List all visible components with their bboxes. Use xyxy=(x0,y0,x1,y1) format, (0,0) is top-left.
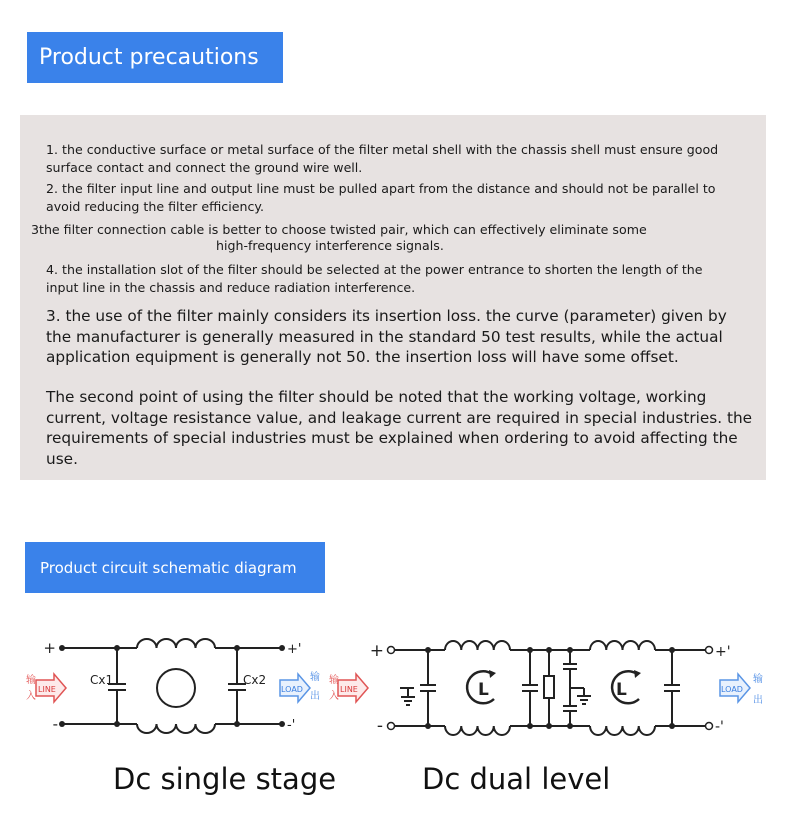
inductor-symbol-2-icon xyxy=(612,670,641,703)
precautions-heading xyxy=(27,32,283,83)
single-minus-terminal: - xyxy=(52,715,58,733)
note-2: 2. the filter input line and output line must be pulled apart from the distance and should not be parallel to avoid reducing the filter efficiency. xyxy=(46,181,716,214)
note-insertion-loss: 3. the use of the filter mainly considers its insertion loss. the curve (parameter) given by the manufacturer is generally measured in the standard 50 test results, while the actual application equipment is generally not 50. the insertion loss will have some offset. xyxy=(46,307,727,366)
dual-input-char-2: 入 xyxy=(329,691,339,702)
schematic-heading-text: Product circuit schematic diagram xyxy=(40,558,297,577)
single-plus-terminal: + xyxy=(43,639,56,657)
inductor-1-label: L xyxy=(478,680,489,700)
note-3-line-1: 3the filter connection cable is better to choose twisted pair, which can effectively eliminate some xyxy=(31,222,647,237)
dual-plus-out-terminal: +' xyxy=(715,644,731,660)
inductor-2-label: L xyxy=(616,680,627,700)
dual-line-input-arrow-icon xyxy=(338,674,368,702)
dual-plus-terminal: + xyxy=(369,641,384,661)
note-3-line-2: high-frequency interference signals. xyxy=(216,238,444,253)
note-special-industries: The second point of using the filter should be noted that the working voltage, working current, voltage resistance value, and leakage current are required in special industries. the requirements of special industries must be explained when ordering to avoid affecting the use. xyxy=(46,388,753,468)
dual-line-label: LINE xyxy=(340,685,358,694)
cx2-label: Cx2 xyxy=(243,673,267,687)
dual-load-output-arrow-icon xyxy=(720,674,750,702)
single-output-char-2: 出 xyxy=(310,691,320,702)
dual-minus-terminal: - xyxy=(376,716,383,736)
single-load-output-arrow-icon xyxy=(280,674,310,702)
single-output-char-1: 输 xyxy=(310,672,320,683)
cx1-label: Cx1 xyxy=(90,673,114,687)
circuit-diagrams xyxy=(0,600,790,750)
single-input-char-2: 入 xyxy=(26,691,36,702)
dual-input-char-1: 输 xyxy=(329,675,339,686)
dual-output-char-2: 出 xyxy=(753,695,763,706)
precautions-notes-panel xyxy=(20,115,766,480)
precautions-heading-text: Product precautions xyxy=(39,45,259,70)
note-1: 1. the conductive surface or metal surface of the filter metal shell with the chassis shell must ensure good surface contact and connect the ground wire well. xyxy=(46,142,719,175)
schematic-heading xyxy=(25,542,325,593)
single-stage-caption: Dc single stage xyxy=(113,762,337,796)
dual-stage-caption: Dc dual level xyxy=(422,762,611,796)
note-4: 4. the installation slot of the filter should be selected at the power entrance to shorten the length of the input line in the chassis and reduce radiation interference. xyxy=(46,262,703,295)
single-minus-out-terminal: -' xyxy=(287,718,296,733)
single-plus-out-terminal: +' xyxy=(287,642,302,657)
single-line-input-arrow-icon xyxy=(36,674,66,702)
dual-stage-diagram xyxy=(394,641,706,735)
dual-minus-out-terminal: -' xyxy=(715,719,724,735)
single-input-char-1: 输 xyxy=(26,675,36,686)
dual-output-char-1: 输 xyxy=(753,674,763,685)
single-load-label: LOAD xyxy=(281,685,303,694)
inductor-symbol-1-icon xyxy=(467,670,496,703)
dual-load-label: LOAD xyxy=(721,685,743,694)
single-line-label: LINE xyxy=(38,685,56,694)
